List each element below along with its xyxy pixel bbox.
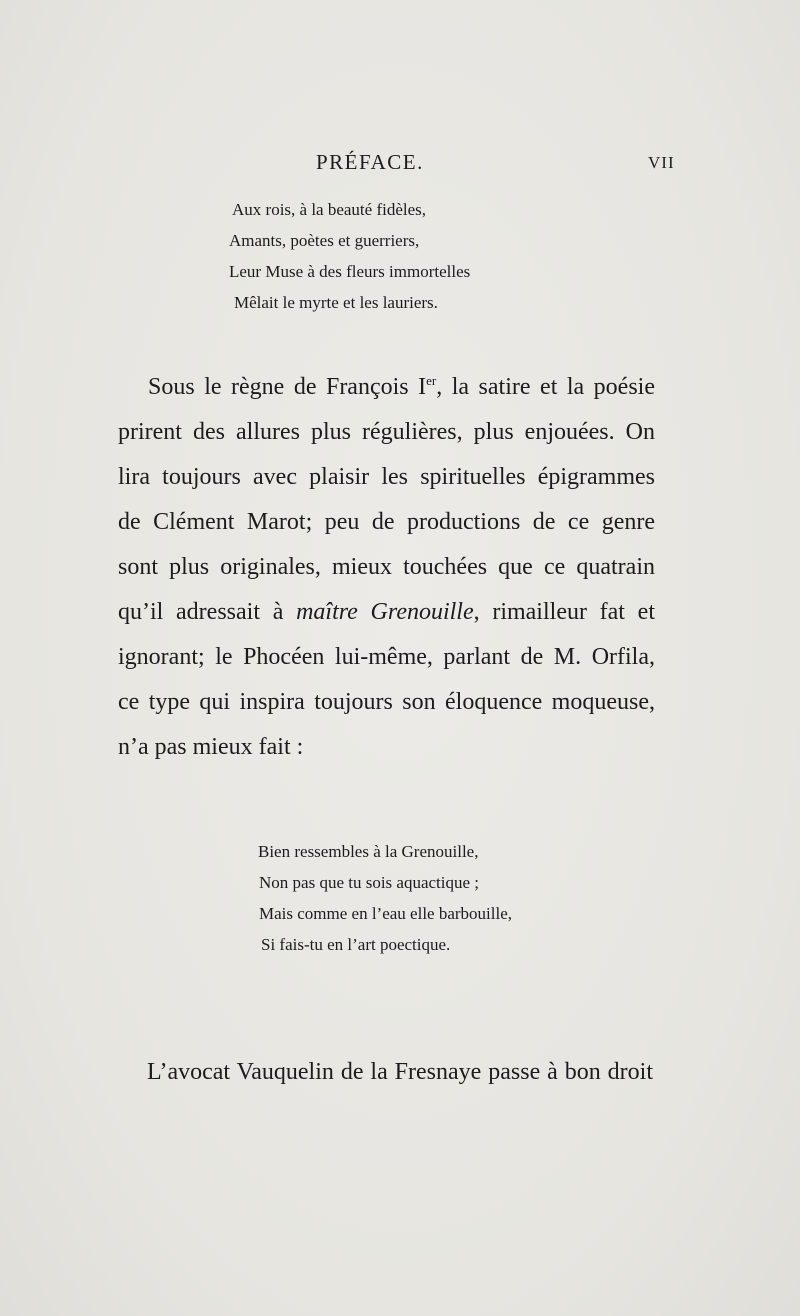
superscript: er: [426, 373, 437, 388]
paragraph-line: n’a pas mieux fait :: [118, 734, 304, 760]
verse-quatrain-2: [258, 836, 512, 960]
closing-line: L’avocat Vauquelin de la Fresnaye passe à bon droit: [147, 1059, 653, 1085]
verse-line: Amants, poètes et guerriers,: [229, 231, 420, 250]
paragraph-line: lira toujours avec plaisir les spirituelles épigrammes: [118, 464, 655, 490]
paragraph-text: , la satire et la poésie: [436, 374, 655, 400]
verse-line: Non pas que tu sois aquactique ;: [259, 873, 480, 892]
verse-line: Leur Muse à des fleurs immortelles: [229, 262, 471, 281]
paragraph-line: prirent des allures plus régulières, plus enjouées. On: [118, 419, 655, 445]
paragraph-line: ce type qui inspira toujours son éloquence moqueuse,: [118, 689, 655, 715]
verse-line: Mêlait le myrte et les lauriers.: [234, 293, 438, 312]
verse-quatrain-1: [229, 194, 470, 318]
paragraph-text: , rimailleur fat et: [473, 599, 655, 625]
paragraph-line: [118, 590, 655, 635]
verse-line: Mais comme en l’eau elle barbouille,: [259, 904, 513, 923]
body-paragraph: [118, 358, 655, 770]
paragraph-line: ignorant; le Phocéen lui-même, parlant de M. Orfila,: [118, 644, 655, 670]
paragraph-line: [118, 358, 655, 410]
paragraph-line: de Clément Marot; peu de productions de ce genre: [118, 509, 655, 535]
paragraph-text: Sous le règne de François I: [148, 374, 427, 400]
page-number: VII: [648, 153, 675, 172]
verse-line: Bien ressembles à la Grenouille,: [258, 842, 479, 861]
running-header: [0, 150, 800, 180]
paragraph-text: qu’il adressait à: [118, 599, 297, 625]
paragraph-line: sont plus originales, mieux touchées que ce quatrain: [118, 554, 655, 580]
italic-name: maître Grenouille: [296, 599, 474, 625]
verse-line: Aux rois, à la beauté fidèles,: [232, 200, 427, 219]
verse-line: Si fais-tu en l’art poectique.: [261, 935, 451, 954]
running-title: PRÉFACE.: [316, 150, 424, 174]
